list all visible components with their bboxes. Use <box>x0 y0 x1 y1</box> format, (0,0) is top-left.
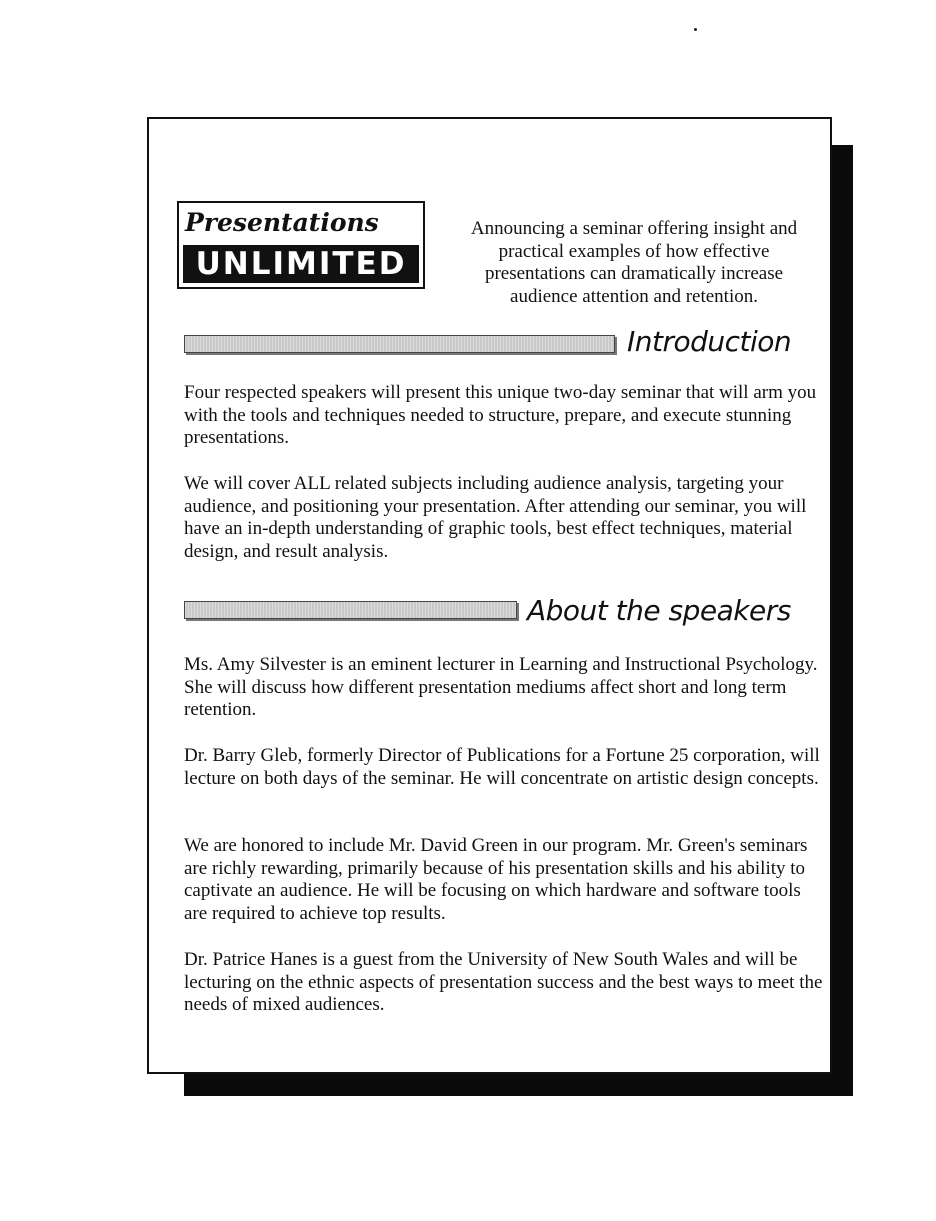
intro-paragraph: We will cover ALL related subjects including audience analysis, targeting your audience, and positioning your presentation. After attending our seminar, you will have an in-depth understanding of graphic tools, best effect techniques, material design, and result analysis. <box>184 473 807 563</box>
speakers-divider-bar <box>184 601 517 619</box>
intro-paragraph: Four respected speakers will present this unique two-day seminar that will arm you with the tools and techniques needed to structure, prepare, and execute stunning presentations. <box>184 382 817 449</box>
speaker-paragraph-gleb: Dr. Barry Gleb, formerly Director of Publications for a Fortune 25 corporation, will lecture on both days of the seminar. He will concentrate on artistic design concepts. <box>184 745 820 789</box>
logo-block-line: UNLIMITED <box>183 245 419 283</box>
flyer-page <box>147 117 832 1074</box>
introduction-heading: Introduction <box>627 325 792 358</box>
logo-script-text: Presentations <box>185 208 379 237</box>
speaker-paragraph-green: We are honored to include Mr. David Green in our program. Mr. Green's seminars are richly rewarding, primarily because of his presentation skills and his ability to captivate an audience. He will be focusing on which hardware and software tools are required to achieve top results. <box>184 835 808 925</box>
speaker-paragraph-hanes: Dr. Patrice Hanes is a guest from the University of New South Wales and will be lecturing on the ethnic aspects of presentation success and the best ways to meet the needs of mixed audiences. <box>184 949 823 1016</box>
logo-script-line <box>179 203 423 243</box>
scan-speck <box>694 28 697 31</box>
speakers-heading: About the speakers <box>527 594 791 627</box>
announcement-text: Announcing a seminar offering insight and practical examples of how effective presentations can dramatically increase audience attention and retention. <box>470 218 798 307</box>
speaker-paragraph-silvester: Ms. Amy Silvester is an eminent lecturer in Learning and Instructional Psychology. She will discuss how different presentation mediums affect short and long term retention. <box>184 654 818 721</box>
introduction-divider-bar <box>184 335 615 353</box>
presentations-unlimited-logo <box>177 201 425 289</box>
